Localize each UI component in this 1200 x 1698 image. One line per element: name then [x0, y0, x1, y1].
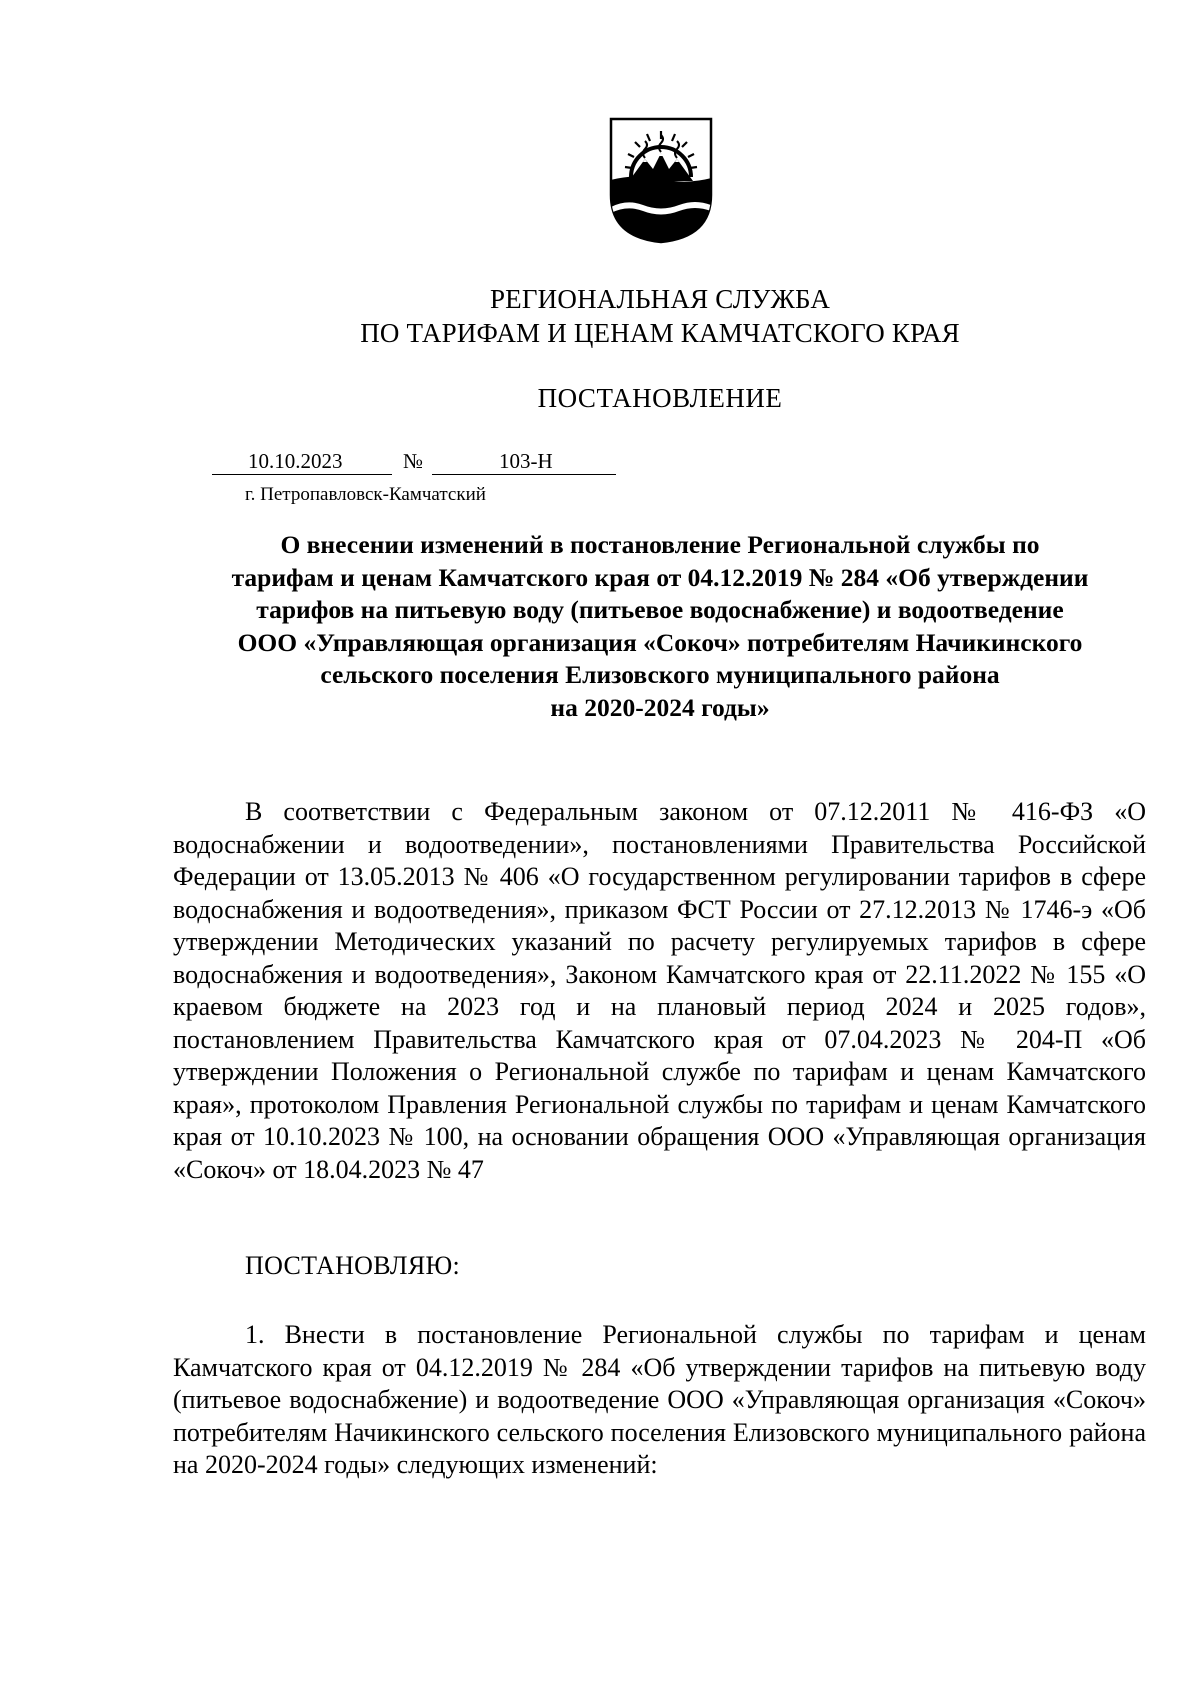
date-underline — [212, 474, 392, 475]
title-line: на 2020-2024 годы» — [550, 692, 770, 722]
organization-name-line-2: ПО ТАРИФАМ И ЦЕНАМ КАМЧАТСКОГО КРАЯ — [360, 318, 960, 348]
organization-name — [0, 282, 1200, 350]
document-type: ПОСТАНОВЛЕНИЕ — [537, 383, 783, 413]
title-line: ООО «Управляющая организация «Сокоч» потребителям Начикинского — [237, 627, 1083, 657]
document-number: 103-Н — [499, 449, 553, 473]
title-line: О внесении изменений в постановление Региональной службы по — [280, 530, 1040, 559]
item-1-paragraph: 1. Внести в постановление Региональной службы по тарифам и ценам Камчатского края от 04.12.2019 № 284 «Об утверждении тарифов на питьевую воду (питьевое водоснабжение) и водоотведение ООО «Управляющая организация «Сокоч» потребителям Начикинского сельского поселения Елизовского муниципального района на 2020-2024 годы» следующих изменений: — [173, 1320, 1146, 1479]
number-underline — [432, 474, 616, 475]
preamble-paragraph: В соответствии с Федеральным законом от 07.12.2011 № 416-ФЗ «О водоснабжении и водоотведении», постановлениями Правительства Российской Федерации от 13.05.2013 № 406 «О государственном регулировании тарифов в сфере водоснабжения и водоотведения», приказом ФСТ России от 27.12.2013 № 1746-э «Об утверждении Методических указаний по расчету регулируемых тарифов в сфере водоснабжения и водоотведения», Законом Камчатского края от 22.11.2022 № 155 «О краевом бюджете на 2023 год и на плановый период 2024 и 2025 годов», постановлением Правительства Камчатского края от 07.04.2023 № 204-П «Об утверждении Положения о Региональной службе по тарифам и ценам Камчатского края», протоколом Правления Региональной службы по тарифам и ценам Камчатского края от 10.10.2023 № 100, на основании обращения ООО «Управляющая организация «Сокоч» от 18.04.2023 № 47 — [173, 797, 1146, 1184]
document-date: 10.10.2023 — [248, 449, 343, 473]
title-line: сельского поселения Елизовского муниципального района — [320, 660, 1000, 689]
title-line: тарифам и ценам Камчатского края от 04.12.2019 № 284 «Об утверждении — [231, 562, 1089, 592]
resolve-heading: ПОСТАНОВЛЯЮ: — [245, 1251, 461, 1280]
city-name: г. Петропавловск-Камчатский — [245, 484, 486, 505]
number-sign: № — [403, 449, 424, 473]
coat-of-arms-emblem — [607, 115, 715, 245]
document-title — [160, 529, 1160, 724]
title-line: тарифов на питьевую воду (питьевое водоснабжение) и водоотведение — [256, 595, 1064, 624]
organization-name-line-1: РЕГИОНАЛЬНАЯ СЛУЖБА — [489, 284, 831, 314]
